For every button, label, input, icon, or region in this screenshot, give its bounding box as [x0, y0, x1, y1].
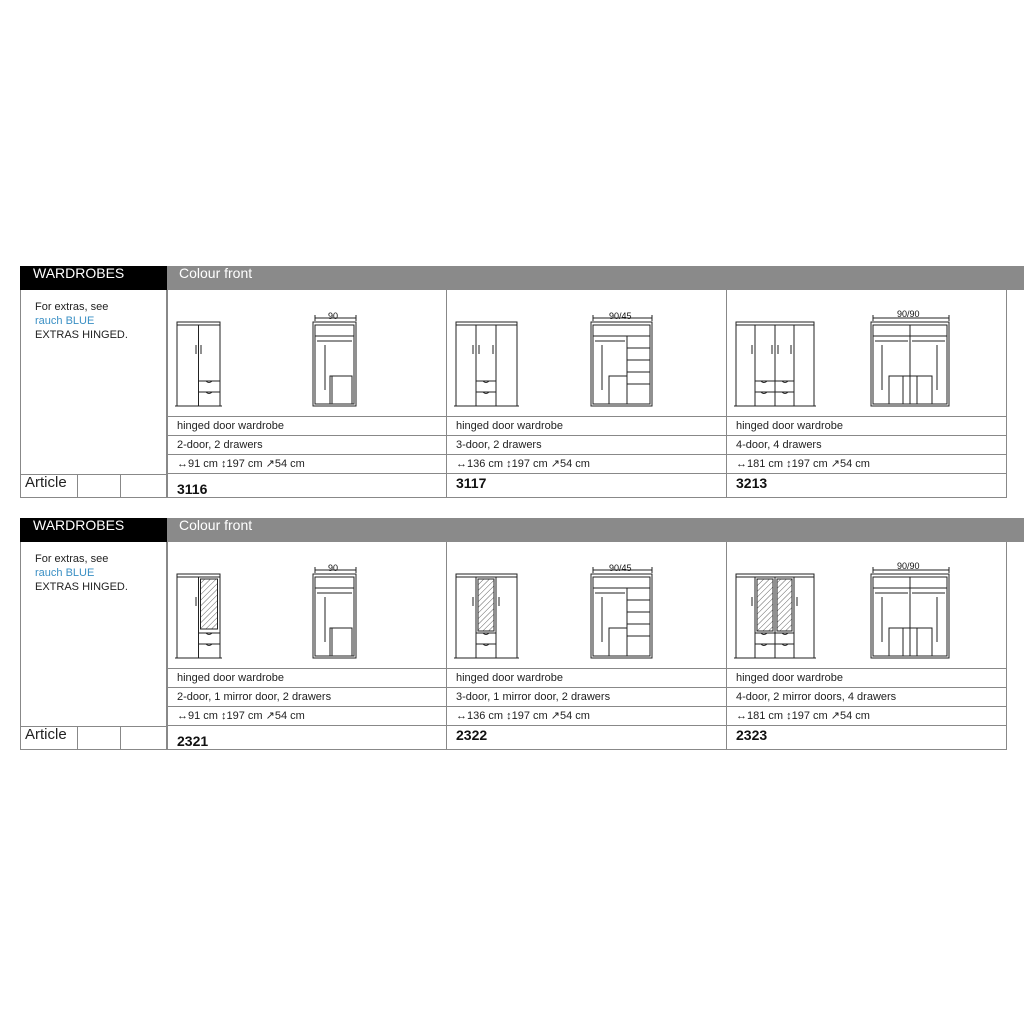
product-dimensions: ↔136 cm ↕197 cm ↗54 cm — [447, 454, 726, 473]
product-dimensions: ↔181 cm ↕197 cm ↗54 cm — [727, 454, 1006, 473]
article-number: 3117 — [456, 475, 487, 491]
product-card[interactable] — [727, 290, 1007, 498]
wardrobe-section-1 — [20, 266, 1024, 499]
product-type: hinged door wardrobe — [727, 668, 1006, 687]
article-cell — [120, 727, 121, 749]
wardrobe-drawing — [727, 290, 1006, 416]
product-card[interactable] — [447, 542, 727, 750]
article-label: Article — [25, 726, 67, 743]
extras-note-panel — [20, 290, 167, 474]
note-line: For extras, see — [35, 553, 109, 565]
width-label: 90/90 — [897, 561, 920, 571]
article-number-cell — [447, 473, 726, 498]
wardrobe-drawing — [168, 542, 447, 668]
article-number: 3213 — [736, 475, 768, 491]
product-type: hinged door wardrobe — [168, 416, 447, 435]
product-dimensions: ↔91 cm ↕197 cm ↗54 cm — [168, 706, 447, 725]
product-dimensions: ↔136 cm ↕197 cm ↗54 cm — [447, 706, 726, 725]
product-card[interactable] — [167, 290, 447, 498]
article-number: 3116 — [177, 481, 208, 497]
product-description: 2-door, 2 drawers — [168, 435, 447, 454]
article-row — [20, 726, 167, 750]
product-dimensions: ↔91 cm ↕197 cm ↗54 cm — [168, 454, 447, 473]
product-type: hinged door wardrobe — [447, 668, 726, 687]
note-line: EXTRAS HINGED. — [35, 581, 128, 593]
article-number-cell — [168, 725, 447, 750]
product-description: 3-door, 2 drawers — [447, 435, 726, 454]
article-number-cell — [727, 725, 1006, 750]
section-title: WARDROBES — [20, 266, 167, 290]
product-description: 2-door, 1 mirror door, 2 drawers — [168, 687, 447, 706]
width-label: 90 — [328, 563, 339, 573]
article-label: Article — [25, 474, 67, 491]
product-card[interactable] — [447, 290, 727, 498]
article-number-cell — [168, 473, 447, 498]
product-description: 4-door, 2 mirror doors, 4 drawers — [727, 687, 1006, 706]
article-number-cell — [727, 473, 1006, 498]
extras-note — [35, 300, 128, 342]
width-label: 90/90 — [897, 309, 920, 319]
wardrobe-drawing — [727, 542, 1006, 668]
wardrobe-drawing — [168, 290, 447, 416]
product-card[interactable] — [727, 542, 1007, 750]
article-row — [20, 474, 167, 498]
product-description: 4-door, 4 drawers — [727, 435, 1006, 454]
colour-front-header: Colour front — [167, 266, 1024, 290]
note-line: EXTRAS HINGED. — [35, 329, 128, 341]
width-label: 90/45 — [609, 563, 632, 573]
wardrobe-drawing — [447, 290, 726, 416]
rauch-blue-link[interactable]: rauch BLUE — [35, 315, 95, 327]
article-cell — [77, 475, 78, 497]
article-number-cell — [447, 725, 726, 750]
article-cell — [77, 727, 78, 749]
product-type: hinged door wardrobe — [727, 416, 1006, 435]
product-description: 3-door, 1 mirror door, 2 drawers — [447, 687, 726, 706]
article-number: 2323 — [736, 727, 768, 743]
product-card[interactable] — [167, 542, 447, 750]
product-dimensions: ↔181 cm ↕197 cm ↗54 cm — [727, 706, 1006, 725]
wardrobe-drawing — [447, 542, 726, 668]
width-label: 90/45 — [609, 311, 632, 321]
article-number: 2321 — [177, 733, 209, 749]
section-title: WARDROBES — [20, 518, 167, 542]
product-type: hinged door wardrobe — [447, 416, 726, 435]
wardrobe-section-2 — [20, 518, 1024, 751]
product-type: hinged door wardrobe — [168, 668, 447, 687]
rauch-blue-link[interactable]: rauch BLUE — [35, 567, 95, 579]
extras-note-panel — [20, 542, 167, 726]
extras-note — [35, 552, 128, 594]
width-label: 90 — [328, 311, 339, 321]
article-cell — [120, 475, 121, 497]
note-line: For extras, see — [35, 301, 109, 313]
article-number: 2322 — [456, 727, 488, 743]
colour-front-header: Colour front — [167, 518, 1024, 542]
